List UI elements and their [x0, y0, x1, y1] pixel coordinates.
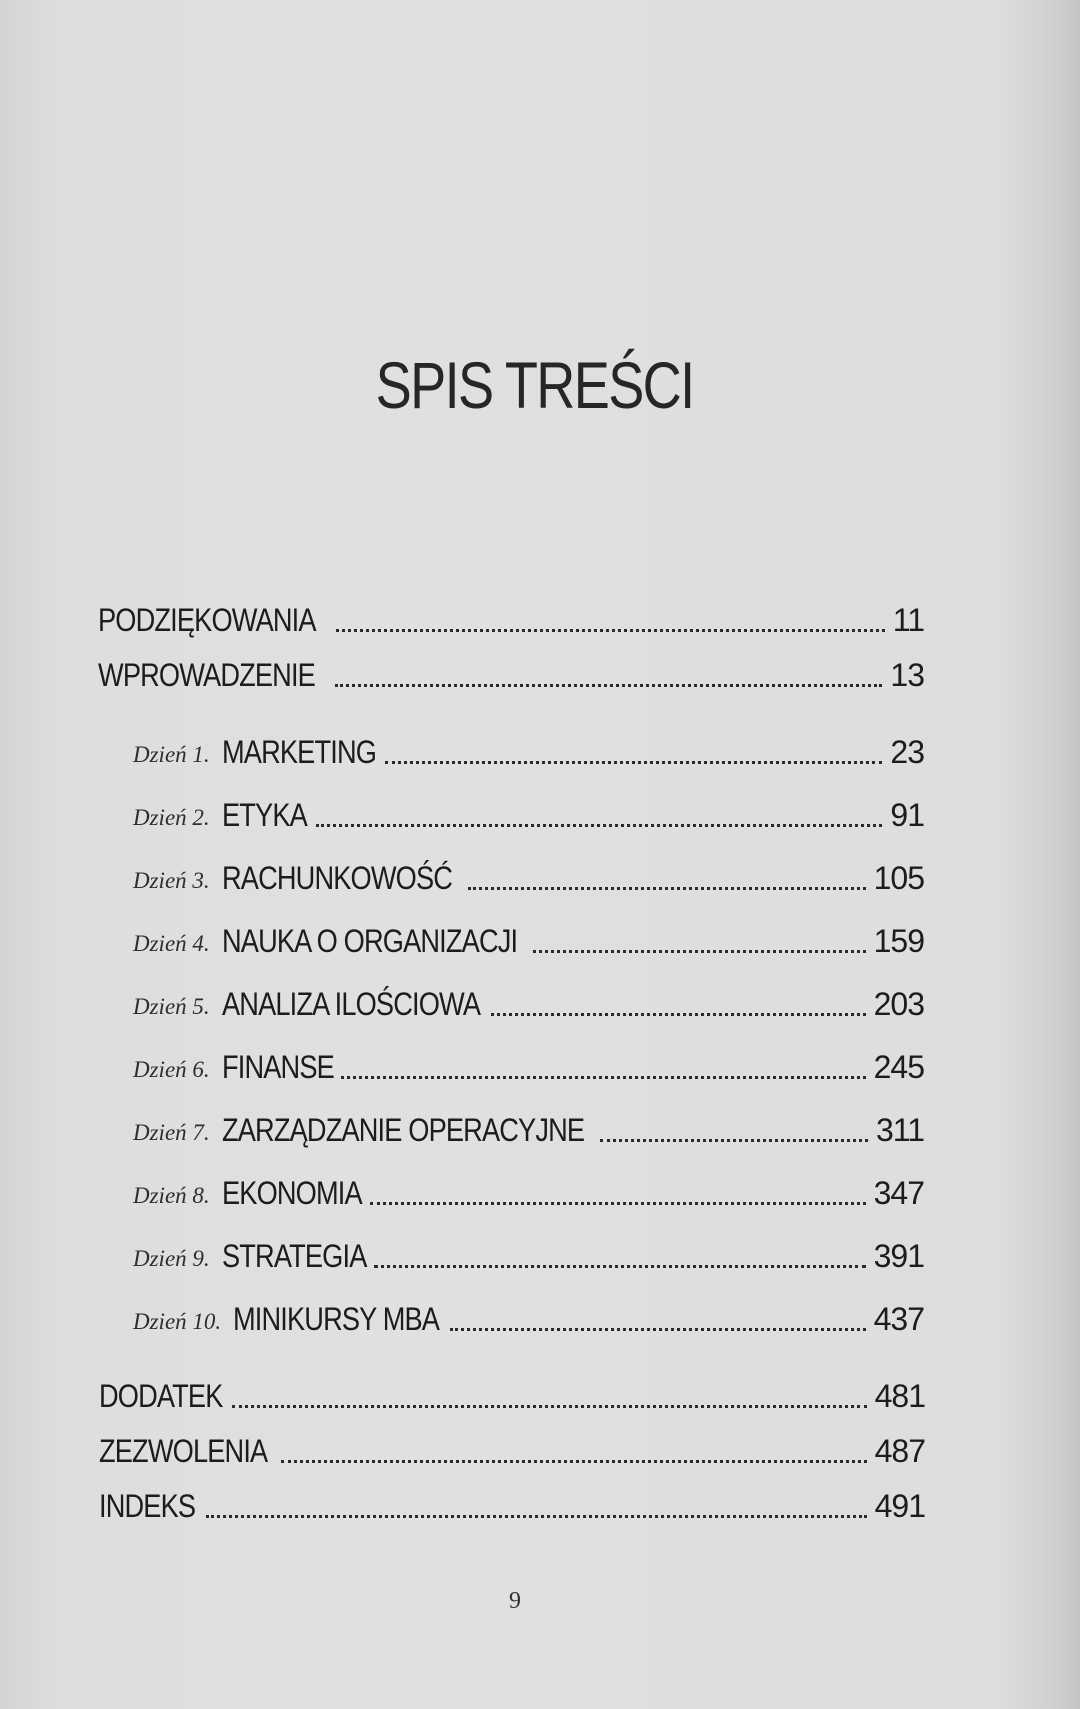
toc-entry-label: ZARZĄDZANIE OPERACYJNE — [221, 1112, 584, 1148]
toc-entry-day: Dzień 10. — [133, 1309, 222, 1334]
toc-entry-day-8[interactable] — [133, 1173, 924, 1213]
toc-entry-day-10[interactable] — [133, 1299, 924, 1339]
toc-entry-label: WPROWADZENIE — [98, 657, 315, 693]
dot-leader — [232, 1404, 866, 1408]
dot-leader — [533, 949, 866, 953]
toc-entry-day: Dzień 2. — [133, 805, 210, 830]
dot-leader — [336, 628, 885, 632]
dot-leader — [281, 1459, 867, 1463]
toc-entry-label: DODATEK — [99, 1378, 223, 1414]
toc-entry-page: 203 — [873, 986, 924, 1022]
toc-entry-label: INDEKS — [99, 1488, 196, 1524]
toc-entry-introduction[interactable] — [98, 655, 924, 695]
toc-entry-day-9[interactable] — [133, 1236, 924, 1276]
toc-entry-page: 159 — [873, 923, 924, 959]
toc-entry-label: ANALIZA ILOŚCIOWA — [221, 986, 480, 1022]
toc-entry-permissions[interactable] — [99, 1431, 925, 1471]
toc-entry-label: PODZIĘKOWANIA — [98, 602, 316, 638]
toc-entry-day: Dzień 6. — [133, 1057, 210, 1082]
toc-entry-page: 311 — [875, 1112, 924, 1148]
dot-leader — [385, 760, 883, 764]
toc-entry-page: 105 — [873, 860, 924, 896]
toc-entry-appendix[interactable] — [99, 1376, 925, 1416]
toc-entry-label: FINANSE — [221, 1049, 334, 1085]
dot-leader — [468, 886, 865, 890]
toc-entry-day: Dzień 7. — [133, 1120, 210, 1145]
toc-entry-page: 23 — [890, 734, 924, 770]
toc-entry-page: 437 — [873, 1301, 924, 1337]
toc-entry-day: Dzień 9. — [133, 1246, 210, 1271]
dot-leader — [450, 1327, 866, 1331]
toc-entry-page: 11 — [892, 602, 924, 638]
toc-entry-page: 91 — [890, 797, 924, 833]
toc-entry-day: Dzień 8. — [133, 1183, 210, 1208]
toc-entry-day-1[interactable] — [133, 732, 924, 772]
toc-entry-label: EKONOMIA — [221, 1175, 362, 1211]
dot-leader — [316, 823, 883, 827]
toc-entry-acknowledgements[interactable] — [98, 600, 924, 640]
toc-entry-day-2[interactable] — [133, 795, 924, 835]
dot-leader — [491, 1012, 865, 1016]
toc-entry-day-5[interactable] — [133, 984, 924, 1024]
dot-leader — [370, 1201, 865, 1205]
toc-entry-day-4[interactable] — [133, 921, 924, 961]
toc-entry-day: Dzień 1. — [133, 742, 210, 767]
toc-entry-page: 491 — [874, 1488, 925, 1524]
toc-entry-label: ZEZWOLENIA — [99, 1433, 268, 1469]
page-number: 9 — [509, 1588, 521, 1614]
toc-entry-label: NAUKA O ORGANIZACJI — [221, 923, 517, 959]
toc-entry-day: Dzień 3. — [133, 868, 210, 893]
dot-leader — [341, 1075, 865, 1079]
dot-leader — [600, 1138, 868, 1142]
toc-entry-day-3[interactable] — [133, 858, 924, 898]
toc-entry-page: 13 — [890, 657, 924, 693]
toc-entry-page: 391 — [873, 1238, 924, 1274]
toc-entry-label: MINIKURSY MBA — [233, 1301, 440, 1337]
toc-entry-page: 347 — [873, 1175, 924, 1211]
page-title: SPIS TREŚCI — [375, 348, 694, 422]
toc-entry-day: Dzień 5. — [133, 994, 210, 1019]
toc-entry-index[interactable] — [99, 1486, 925, 1526]
toc-entry-page: 245 — [873, 1049, 924, 1085]
dot-leader — [335, 683, 882, 687]
toc-entry-page: 481 — [874, 1378, 925, 1414]
toc-entry-page: 487 — [874, 1433, 925, 1469]
dot-leader — [374, 1264, 866, 1268]
toc-entry-label: MARKETING — [221, 734, 376, 770]
toc-entry-day-7[interactable] — [133, 1110, 924, 1150]
toc-entry-day-6[interactable] — [133, 1047, 924, 1087]
toc-entry-day: Dzień 4. — [133, 931, 210, 956]
toc-entry-label: RACHUNKOWOŚĆ — [221, 860, 452, 896]
toc-entry-label: STRATEGIA — [221, 1238, 367, 1274]
dot-leader — [206, 1514, 866, 1518]
toc-entry-label: ETYKA — [221, 797, 307, 833]
